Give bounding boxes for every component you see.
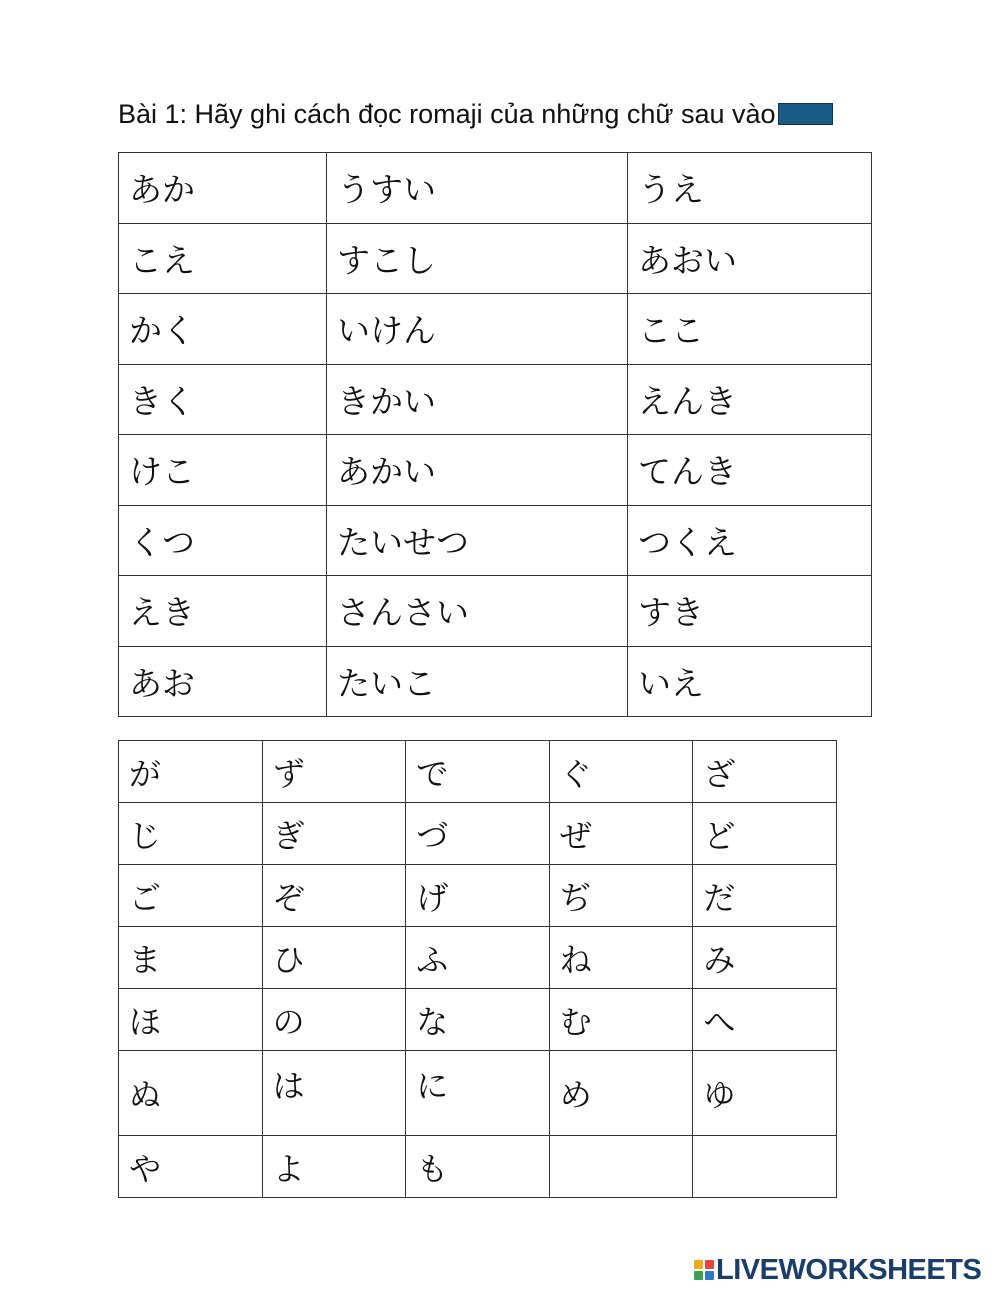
table-row <box>119 223 872 294</box>
kana-cell <box>693 1136 837 1198</box>
kana-cell: ぬ <box>119 1051 263 1136</box>
word-cell: あか <box>119 153 327 224</box>
word-cell: あかい <box>327 435 628 506</box>
words-table <box>118 152 872 717</box>
table-row <box>119 927 837 989</box>
word-cell: たいせつ <box>327 505 628 576</box>
table-row <box>119 435 872 506</box>
word-cell: くつ <box>119 505 327 576</box>
exercise-title: Bài 1: Hãy ghi cách đọc romaji của những chữ sau vào <box>118 98 776 129</box>
word-cell: あおい <box>628 223 872 294</box>
kana-cell: の <box>262 989 406 1051</box>
kana-cell: ぜ <box>549 803 693 865</box>
kana-cell: は <box>262 1051 406 1136</box>
kana-cell: が <box>119 741 263 803</box>
table-row <box>119 1136 837 1198</box>
kana-cell: な <box>406 989 550 1051</box>
table-row <box>119 646 872 717</box>
word-cell: ここ <box>628 294 872 365</box>
logo-square <box>705 1260 714 1269</box>
kana-cell: よ <box>262 1136 406 1198</box>
table-row <box>119 153 872 224</box>
kana-cell: ざ <box>693 741 837 803</box>
word-cell: いけん <box>327 294 628 365</box>
word-cell: あお <box>119 646 327 717</box>
word-cell: すこし <box>327 223 628 294</box>
word-cell: すき <box>628 576 872 647</box>
kana-cell: で <box>406 741 550 803</box>
kana-cell: ぞ <box>262 865 406 927</box>
table-row <box>119 989 837 1051</box>
word-cell: てんき <box>628 435 872 506</box>
logo-square <box>694 1271 703 1280</box>
table-row <box>119 294 872 365</box>
kana-cell: ま <box>119 927 263 989</box>
word-cell: こえ <box>119 223 327 294</box>
table-row <box>119 865 837 927</box>
exercise-title-row <box>118 96 833 132</box>
kana-cell: げ <box>406 865 550 927</box>
kana-cell: へ <box>693 989 837 1051</box>
kana-cell: に <box>406 1051 550 1136</box>
word-cell: いえ <box>628 646 872 717</box>
kana-cell: ぐ <box>549 741 693 803</box>
word-cell: きく <box>119 364 327 435</box>
answer-box[interactable] <box>778 103 833 125</box>
kana-cell: み <box>693 927 837 989</box>
logo-square <box>705 1271 714 1280</box>
logo-square <box>694 1260 703 1269</box>
kana-cell: ね <box>549 927 693 989</box>
kana-cell: だ <box>693 865 837 927</box>
kana-table <box>118 740 837 1198</box>
kana-cell: じ <box>119 803 263 865</box>
word-cell: えき <box>119 576 327 647</box>
word-cell: けこ <box>119 435 327 506</box>
kana-cell <box>549 1136 693 1198</box>
word-cell: うすい <box>327 153 628 224</box>
kana-cell: づ <box>406 803 550 865</box>
word-cell: きかい <box>327 364 628 435</box>
logo-mark-icon <box>694 1260 714 1280</box>
kana-cell: む <box>549 989 693 1051</box>
word-cell: つくえ <box>628 505 872 576</box>
kana-cell: や <box>119 1136 263 1198</box>
table-row <box>119 576 872 647</box>
table-row <box>119 505 872 576</box>
liveworksheets-logo <box>694 1253 981 1287</box>
word-cell: かく <box>119 294 327 365</box>
kana-cell: ぢ <box>549 865 693 927</box>
kana-cell: ひ <box>262 927 406 989</box>
kana-cell: ご <box>119 865 263 927</box>
kana-cell: ふ <box>406 927 550 989</box>
kana-cell: も <box>406 1136 550 1198</box>
table-row <box>119 1051 837 1136</box>
word-cell: えんき <box>628 364 872 435</box>
table-row <box>119 364 872 435</box>
kana-cell: ほ <box>119 989 263 1051</box>
kana-cell: ゆ <box>693 1051 837 1136</box>
logo-text: LIVEWORKSHEETS <box>716 1253 982 1286</box>
word-cell: うえ <box>628 153 872 224</box>
kana-cell: め <box>549 1051 693 1136</box>
table-row <box>119 741 837 803</box>
kana-cell: ず <box>262 741 406 803</box>
kana-cell: ど <box>693 803 837 865</box>
word-cell: さんさい <box>327 576 628 647</box>
kana-cell: ぎ <box>262 803 406 865</box>
word-cell: たいこ <box>327 646 628 717</box>
table-row <box>119 803 837 865</box>
